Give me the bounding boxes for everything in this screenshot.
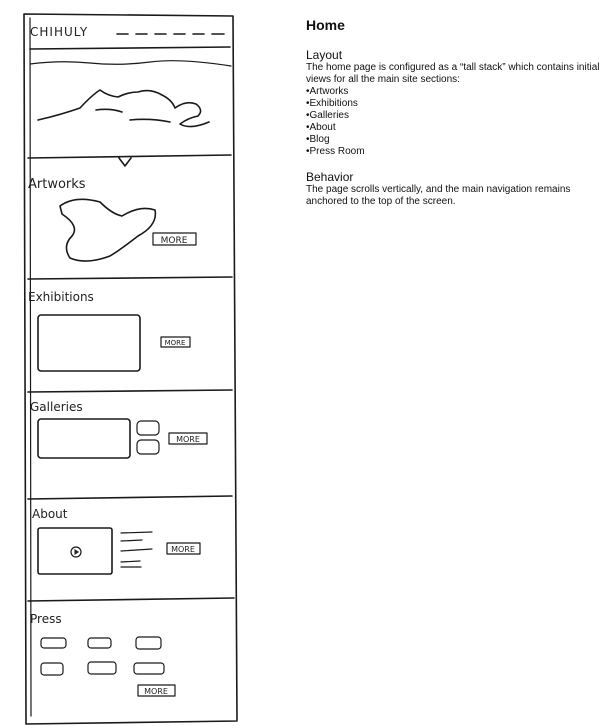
sketch-section-divider xyxy=(28,390,232,392)
list-item: • Blog xyxy=(306,134,602,146)
sketch-press-item xyxy=(41,663,63,675)
list-item: • Galleries xyxy=(306,110,602,122)
sketch-more-label: MORE xyxy=(164,339,186,347)
chevron-down-icon xyxy=(119,158,131,166)
play-triangle-icon xyxy=(75,549,80,555)
sketch-press-item xyxy=(136,637,161,649)
sketch-more-label: MORE xyxy=(160,236,188,246)
list-item: • Artworks xyxy=(306,86,602,98)
notes-behavior-heading: Behavior xyxy=(306,170,354,184)
sketch-image-box xyxy=(38,419,130,458)
sketch-hero-glass xyxy=(38,90,209,127)
sketch-press-item xyxy=(134,663,164,674)
sketch-section-title: Artworks xyxy=(28,177,86,192)
list-item: • Press Room xyxy=(306,146,602,158)
sketch-more-label: MORE xyxy=(176,435,200,444)
sketch-image-box xyxy=(38,315,140,371)
annotation-notes xyxy=(306,16,602,208)
sketch-more-label: MORE xyxy=(144,687,168,696)
sketch-press-item xyxy=(88,662,116,674)
sketch-header-divider xyxy=(30,47,230,49)
sketch-artwork-blob xyxy=(60,199,155,261)
list-item: • Exhibitions xyxy=(306,98,602,110)
sketch-thumb-box xyxy=(137,440,159,454)
sketch-section-divider xyxy=(28,496,232,499)
sketch-hero-divider xyxy=(28,155,231,158)
sketch-text-lines xyxy=(121,532,152,567)
sketch-section-divider xyxy=(28,277,232,279)
sketch-thumb-box xyxy=(137,421,159,435)
sketch-hero-top xyxy=(30,61,231,66)
notes-layout-heading: Layout xyxy=(306,48,343,62)
sketch-section-title: Press xyxy=(30,612,62,626)
notes-title: Home xyxy=(306,17,345,33)
sketch-section-divider xyxy=(28,598,234,601)
sketch-press-item xyxy=(41,638,66,648)
sketch-more-label: MORE xyxy=(171,545,195,554)
notes-behavior-text: The page scrolls vertically, and the main navigation remains anchored to the top of the screen. xyxy=(306,184,571,207)
list-item: • About xyxy=(306,122,602,134)
sketch-logo: CHIHULY xyxy=(30,25,89,39)
sketch-press-item xyxy=(88,638,111,648)
wireframe-sketch xyxy=(0,0,260,726)
notes-layout-text: The home page is configured as a “tall stack” which contains initial views for all the main site sections: xyxy=(306,62,600,85)
sketch-section-title: About xyxy=(32,507,68,521)
notes-section-list xyxy=(306,86,602,158)
sketch-section-title: Galleries xyxy=(30,400,83,414)
sketch-section-title: Exhibitions xyxy=(28,290,94,304)
